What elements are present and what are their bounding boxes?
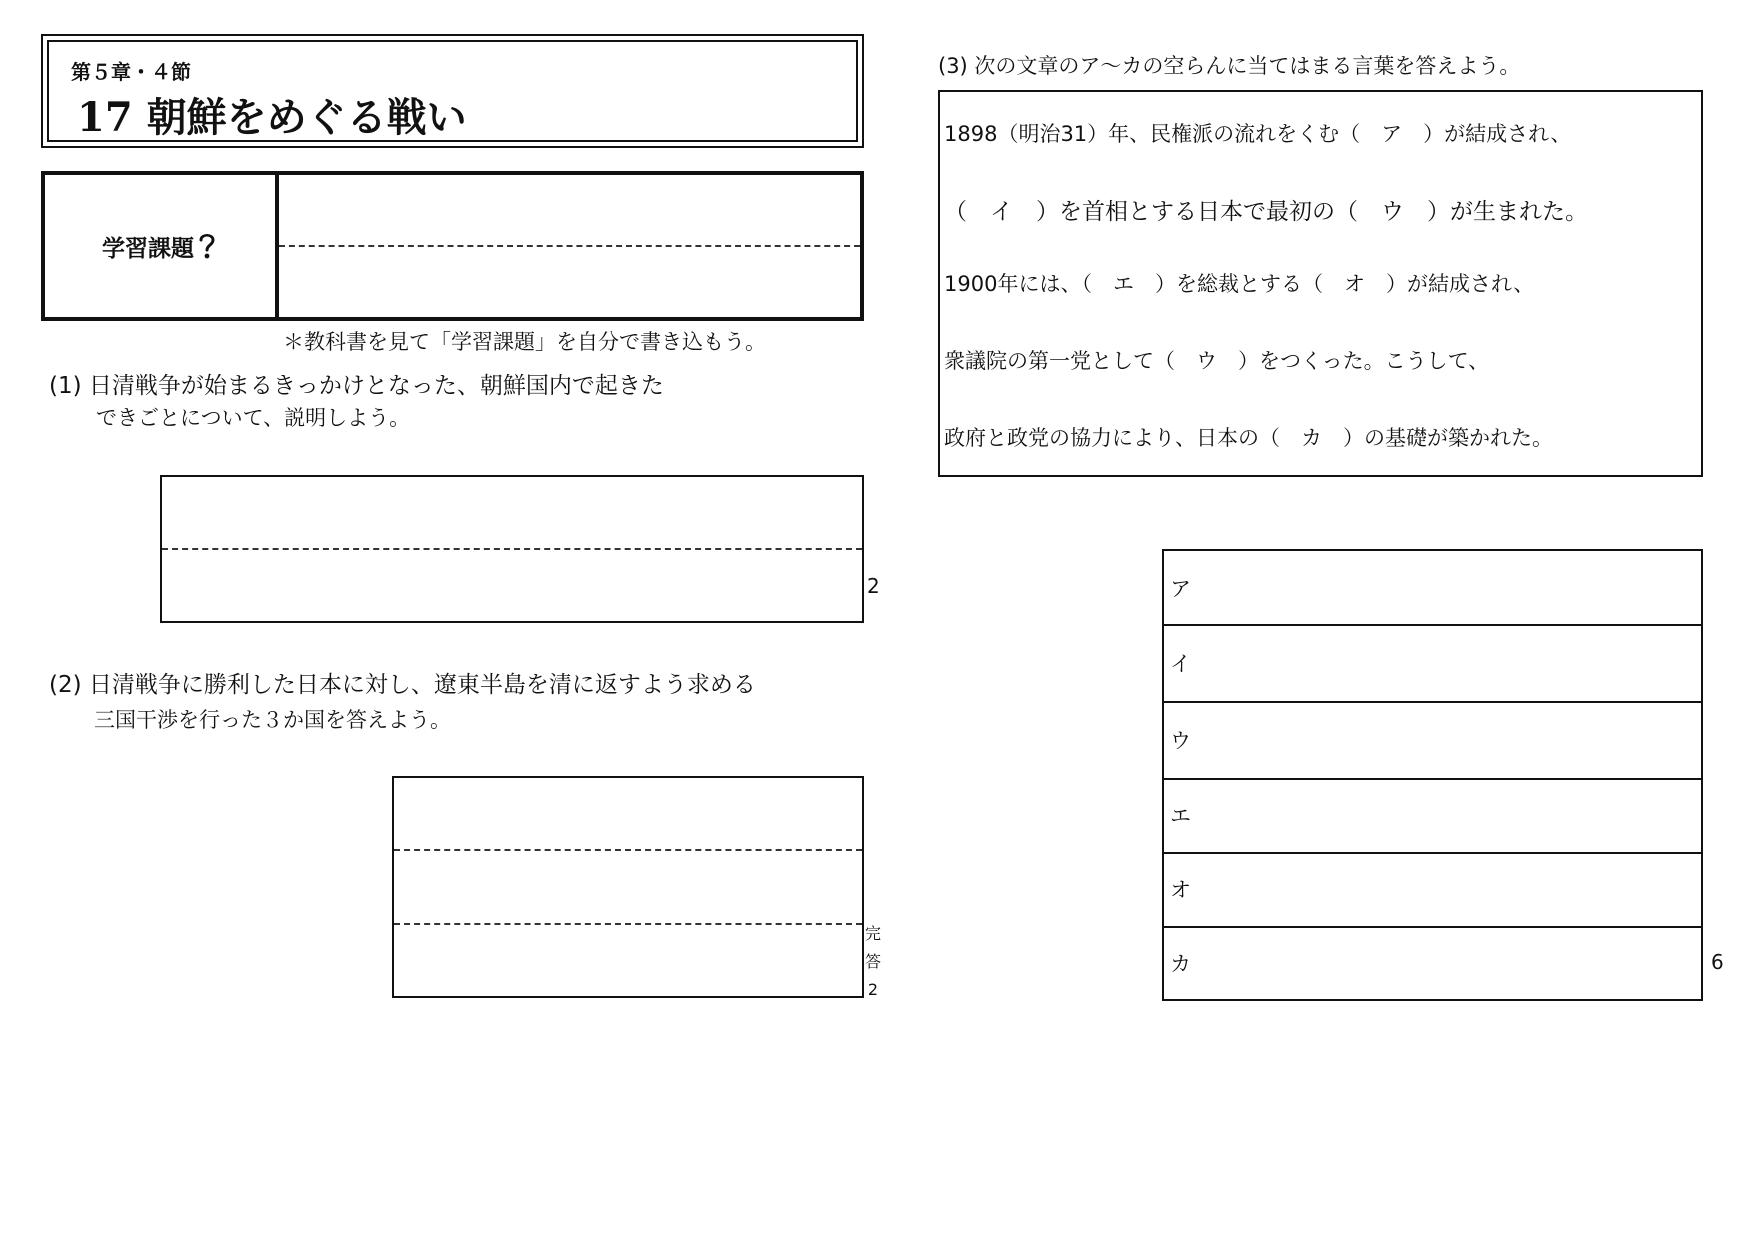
answer-label: エ [1170, 804, 1191, 828]
dashed-guide-line [162, 548, 862, 550]
q1-answer-box[interactable] [160, 475, 864, 623]
learning-task-box [41, 171, 864, 321]
q2-score-char: 完 [864, 924, 881, 943]
answer-row-e[interactable] [1164, 780, 1701, 854]
q2-score-char: 2 [867, 980, 879, 999]
q1-score: 2 [867, 574, 880, 598]
learning-task-label: 学習課題 [102, 235, 194, 262]
question-mark-icon [196, 231, 218, 261]
learning-task-write-area[interactable] [279, 175, 860, 317]
answer-row-o[interactable] [1164, 854, 1701, 928]
q2-text-line1: (2) 日清戦争に勝利した日本に対し、遼東半島を清に返すよう求める [49, 672, 756, 698]
answer-row-ka[interactable] [1164, 928, 1701, 999]
q1-text-line2: できごとについて、説明しよう。 [96, 406, 411, 430]
answer-row-a[interactable] [1164, 551, 1701, 626]
q3-passage-line: 1900年には、（ エ ）を総裁とする（ オ ）が結成され、 [944, 272, 1535, 296]
chapter-label: 第５章・４節 [71, 60, 191, 84]
answer-row-i[interactable] [1164, 626, 1701, 703]
answer-label: イ [1170, 652, 1191, 676]
task-instruction-note: ＊教科書を見て「学習課題」を自分で書き込もう。 [283, 330, 766, 354]
page-title: 17 朝鮮をめぐる戦い [77, 94, 467, 141]
q2-answer-box[interactable] [392, 776, 864, 998]
q3-passage-line: （ イ ）を首相とする日本で最初の（ ウ ）が生まれた。 [944, 199, 1588, 225]
answer-label: ア [1170, 577, 1191, 601]
title-box [41, 34, 864, 148]
q2-text-line2: 三国干渉を行った３か国を答えよう。 [94, 708, 451, 732]
dashed-guide-line [279, 245, 860, 247]
q3-passage-line: 1898（明治31）年、民権派の流れをくむ（ ア ）が結成され、 [944, 122, 1572, 146]
answer-label: カ [1170, 952, 1191, 976]
answer-label: ウ [1170, 729, 1191, 753]
q3-passage-line: 衆議院の第一党として（ ウ ）をつくった。こうして、 [944, 349, 1490, 373]
q3-instruction: (3) 次の文章のア～カの空らんに当てはまる言葉を答えよう。 [938, 54, 1521, 78]
answer-label: オ [1170, 878, 1191, 902]
q3-answer-table [1162, 549, 1703, 1001]
dashed-guide-line [394, 849, 862, 851]
q3-passage-line: 政府と政党の協力により、日本の（ カ ）の基礎が築かれた。 [944, 426, 1553, 450]
q1-text-line1: (1) 日清戦争が始まるきっかけとなった、朝鮮国内で起きた [49, 373, 664, 399]
q2-score-char: 答 [864, 952, 881, 971]
learning-task-label-cell [45, 175, 279, 317]
dashed-guide-line [394, 923, 862, 925]
q2-score [864, 920, 882, 1004]
q3-passage-box [938, 90, 1703, 477]
q3-score: 6 [1711, 950, 1724, 974]
answer-row-u[interactable] [1164, 703, 1701, 780]
